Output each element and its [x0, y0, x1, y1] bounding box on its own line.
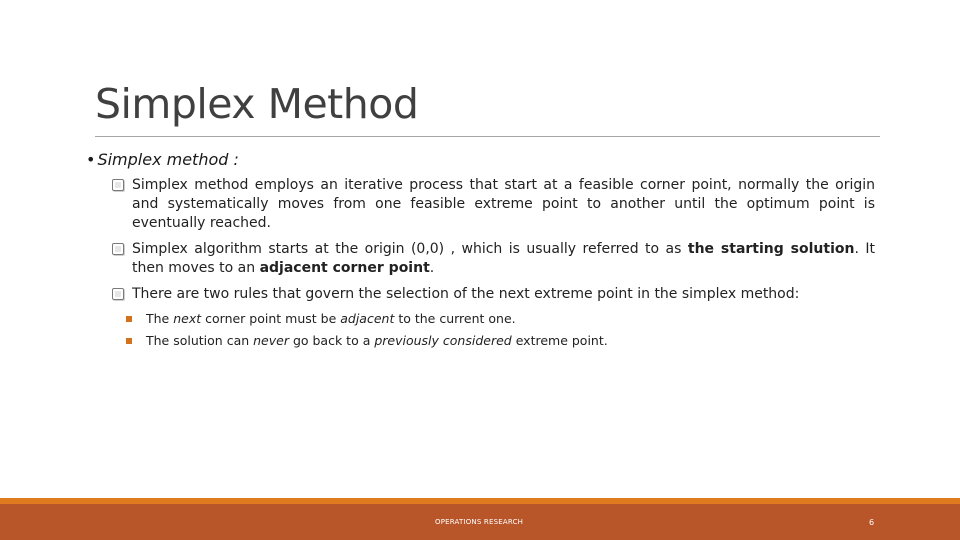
sub-bullet-item-1 [126, 308, 826, 330]
bullet-item-3 [110, 285, 875, 304]
page-number: 6 [869, 518, 875, 527]
text-run-normal: . [429, 260, 435, 276]
sub-bullet-list [126, 308, 826, 352]
bullet-item-1 [110, 176, 875, 233]
sub-bullet-text [146, 333, 608, 348]
text-run-italic: previously considered [374, 333, 512, 348]
text-run-normal: Simplex method employs an iterative process that start at a feasible corner point, normally the origin and systematically moves from one feasible extreme point to another until the optimum point is eventually reached. [132, 177, 875, 231]
text-run-italic: adjacent [340, 311, 395, 326]
heading-text: Simplex method : [97, 150, 239, 169]
bullet-item-text [132, 241, 875, 276]
bullet-item-text [132, 286, 799, 302]
sub-bullet-text [146, 311, 516, 326]
sub-bullet-item-2 [126, 330, 826, 352]
section-heading [86, 150, 239, 169]
text-run-normal: Simplex algorithm starts at the origin (0,0) , which is usually referred to as [132, 241, 688, 257]
checkbox-bullet-icon [112, 179, 124, 191]
bullet-list [110, 176, 875, 311]
square-bullet-icon [126, 338, 132, 344]
bullet-item-2 [110, 240, 875, 278]
checkbox-bullet-icon [112, 288, 124, 300]
footer-label: OPERATIONS RESEARCH [435, 518, 524, 526]
text-run-normal: go back to a [288, 333, 375, 348]
slide-title: Simplex Method [95, 80, 419, 128]
text-run-normal: The solution can [146, 333, 254, 348]
heading-bullet: • [86, 150, 96, 169]
text-run-normal: extreme point. [511, 333, 608, 348]
text-run-bold: the starting solution [687, 241, 855, 257]
title-divider [95, 136, 880, 137]
bullet-item-text [132, 177, 875, 231]
square-bullet-icon [126, 316, 132, 322]
text-run-normal: . It then moves to an [132, 241, 875, 276]
text-run-normal: to the current one. [394, 311, 516, 326]
text-run-italic: next [173, 311, 202, 326]
text-run-bold: adjacent corner point [259, 260, 430, 276]
checkbox-bullet-icon [112, 243, 124, 255]
text-run-normal: The [146, 311, 174, 326]
text-run-normal: There are two rules that govern the selection of the next extreme point in the simplex method: [132, 286, 800, 302]
text-run-normal: corner point must be [201, 311, 341, 326]
text-run-italic: never [253, 333, 289, 348]
